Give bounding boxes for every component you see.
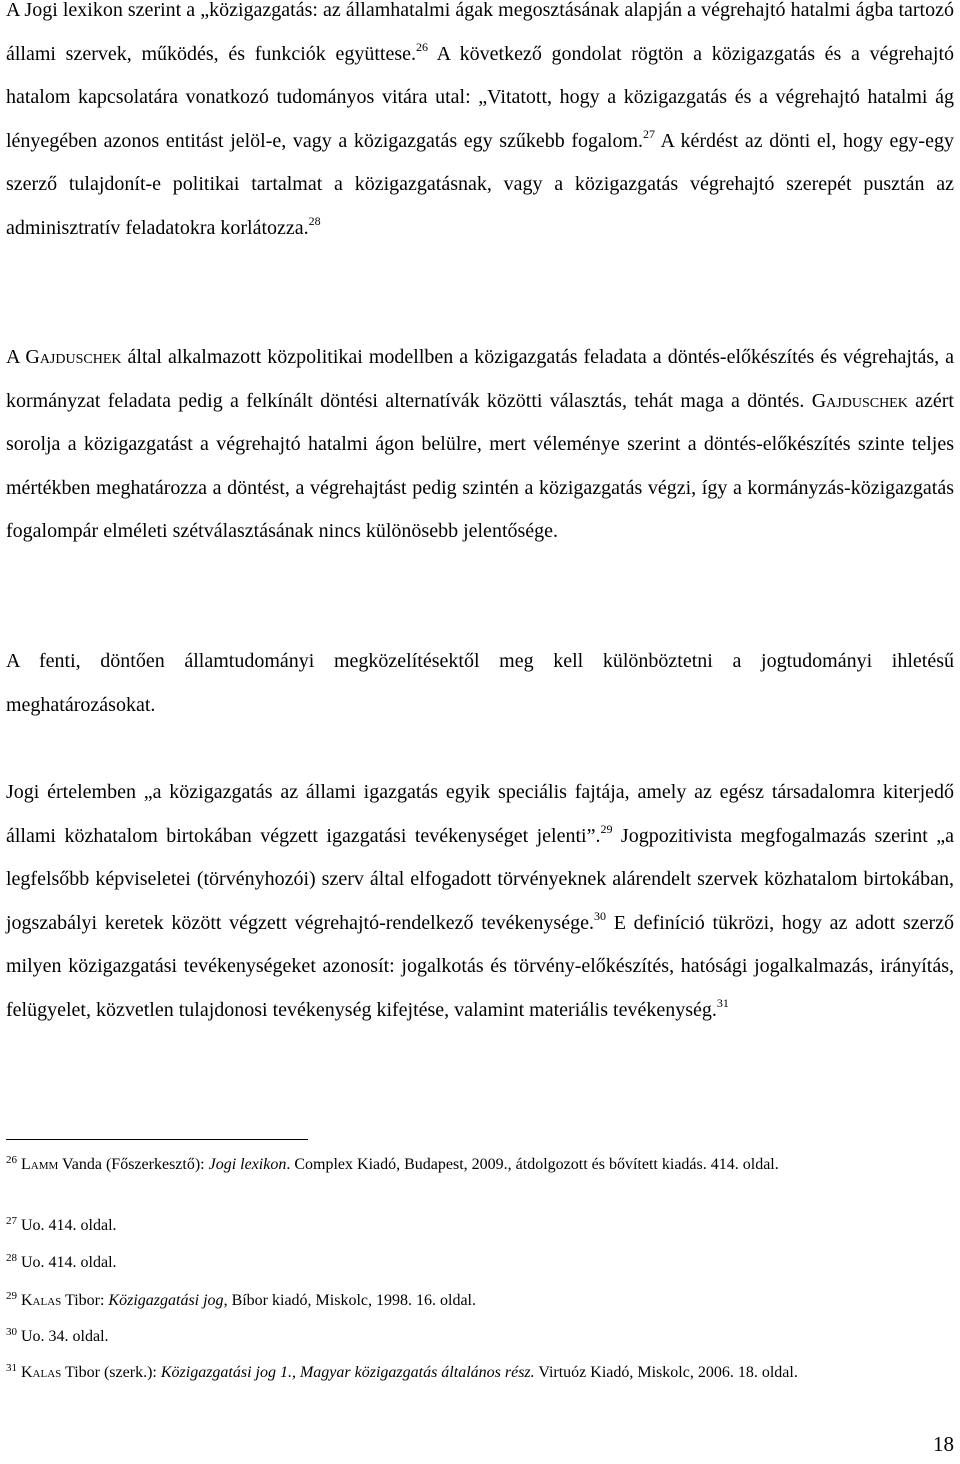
footnote-29 bbox=[6, 1289, 954, 1312]
paragraph-2 bbox=[6, 336, 954, 554]
footnote-28 bbox=[6, 1251, 954, 1274]
text-run: Uo. 414. oldal. bbox=[17, 1254, 117, 1271]
text-run: Uo. 414. oldal. bbox=[17, 1217, 117, 1234]
footnote-number: 28 bbox=[6, 1252, 17, 1264]
author-name: Kalas bbox=[21, 1364, 62, 1381]
footnote-ref-28: 28 bbox=[308, 213, 321, 228]
text-run: A fenti, döntően államtudományi megközelítésektől meg kell különböztetni a jogtudományi ihletésű meghatározásokat. bbox=[6, 650, 954, 716]
footnote-ref-27: 27 bbox=[643, 126, 656, 141]
footnote-number: 26 bbox=[6, 1154, 17, 1166]
footnote-ref-26: 26 bbox=[416, 39, 429, 54]
paragraph-4 bbox=[6, 771, 954, 1032]
text-run: Tibor (szerk.): bbox=[61, 1364, 161, 1381]
text-run: azért sorolja a közigazgatást a végrehajtó hatalmi ágon belülre, mert véleménye szerint a döntés-előkészítés szinte teljes mértékben meghatározza a döntést, a végrehajtást pedig szintén a közigazgatás végzi, így a kormányzás-közigazgatás fogalompár elméleti szétválasztásának nincs különösebb jelentősége. bbox=[6, 389, 954, 542]
text-run: által alkalmazott közpolitikai modellben a közigazgatás feladata a döntés-előkészítés és végrehajtás, a kormányzat feladata pedig a felkínált döntési alternatívák közötti választás, tehát maga a döntés. bbox=[6, 346, 955, 412]
book-title: Közigazgatási jog 1., Magyar közigazgatás általános rész. bbox=[160, 1364, 535, 1381]
author-name: Lamm bbox=[21, 1156, 59, 1173]
footnote-number: 31 bbox=[6, 1362, 17, 1374]
text-run: E definíció tükrözi, hogy az adott szerző milyen közigazgatási tevékenységeket azonosít: jogalkotás és törvény-előkészítés, hatósági jogalkalmazás, irányítás, felügyelet, közvetlen tulajdonosi tevékenység kifejtése, valamint materiális tevékenység. bbox=[6, 911, 954, 1021]
text-run: , Bíbor kiadó, Miskolc, 1998. 16. oldal. bbox=[223, 1292, 476, 1309]
text-run: . Complex Kiadó, Budapest, 2009., átdolgozott és bővített kiadás. 414. oldal. bbox=[286, 1156, 779, 1173]
text-run: Uo. 34. oldal. bbox=[17, 1328, 109, 1345]
text-run: A Jogi lexikon szerint a „közigazgatás: az államhatalmi ágak megosztásának alapján a végrehajtó hatalmi ágba tartozó állami szervek, működés, és funkciók együttese. bbox=[6, 0, 954, 65]
footnote-27 bbox=[6, 1214, 954, 1237]
footnote-31 bbox=[6, 1361, 954, 1384]
footnote-30 bbox=[6, 1325, 954, 1348]
book-title: Közigazgatási jog bbox=[108, 1292, 224, 1309]
paragraph-3 bbox=[6, 640, 954, 727]
author-name: Kalas bbox=[21, 1292, 62, 1309]
text-run: Virtuóz Kiadó, Miskolc, 2006. 18. oldal. bbox=[534, 1364, 798, 1381]
footnote-ref-31: 31 bbox=[716, 995, 729, 1010]
footnote-number: 29 bbox=[6, 1290, 17, 1302]
text-run: A következő gondolat rögtön a közigazgatás és a végrehajtó hatalom kapcsolatára vonatkozó tudományos vitára utal: „Vitatott, hogy a közigazgatás és a végrehajtó hatalmi ág lényegében azonos entitást jelöl-e, vagy a közigazgatás egy szűkebb fogalom. bbox=[6, 42, 954, 152]
book-title: Jogi lexikon bbox=[208, 1156, 287, 1173]
footnote-ref-29: 29 bbox=[600, 821, 613, 836]
footnote-separator bbox=[6, 1139, 308, 1140]
footnote-26 bbox=[6, 1153, 954, 1176]
page-number: 18 bbox=[933, 1432, 954, 1456]
footnote-number: 30 bbox=[6, 1326, 17, 1338]
footnote-number: 27 bbox=[6, 1215, 17, 1227]
text-run: Vanda (Főszerkesztő): bbox=[58, 1156, 209, 1173]
text-run: Jogpozitivista megfogalmazás szerint „a legfelsőbb képviseletei (törvényhozói) szerv által elfogadott törvényeknek alárendelt szervek közhatalom birtokában, jogszabályi keretek között végzett végrehajtó-rendelkező tevékenysége. bbox=[6, 824, 955, 934]
footnote-ref-30: 30 bbox=[593, 908, 606, 923]
text-run: A kérdést az dönti el, hogy egy-egy szerző tulajdonít-e politikai tartalmat a közigazgatásnak, vagy a közigazgatás végrehajtó szerepét pusztán az adminisztratív feladatokra korlátozza. bbox=[6, 129, 954, 239]
text-run: A bbox=[6, 346, 26, 368]
text-run: Tibor: bbox=[61, 1292, 109, 1309]
author-name: Gajduschek bbox=[25, 346, 122, 368]
text-run: Jogi értelemben „a közigazgatás az állami igazgatás egyik speciális fajtája, amely az egész társadalomra kiterjedő állami közhatalom birtokában végzett igazgatási tevékenységet jelenti”. bbox=[6, 781, 954, 847]
author-name: Gajduschek bbox=[811, 389, 908, 412]
paragraph-1 bbox=[6, 0, 954, 250]
